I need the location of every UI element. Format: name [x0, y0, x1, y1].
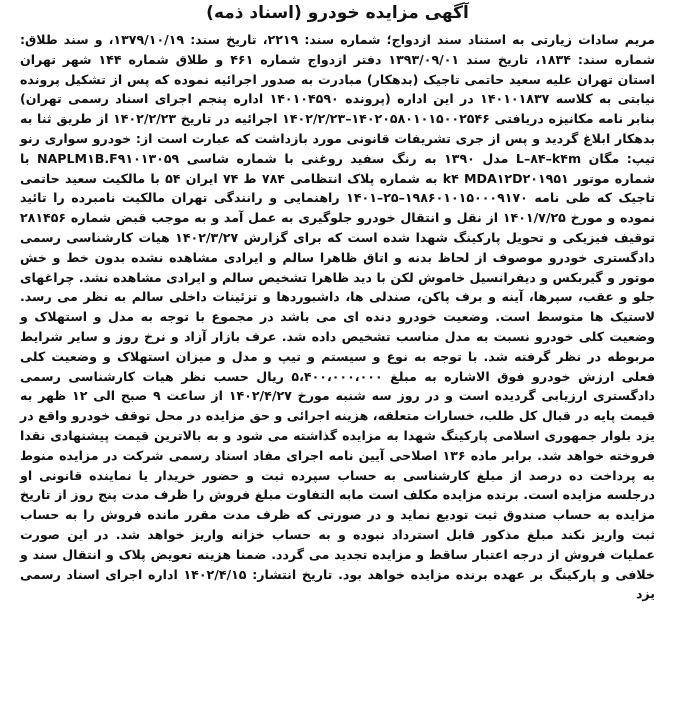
- notice-body: مریم سادات زیارتی به استناد سند ازدواج؛ شماره سند: ۲۲۱۹، تاریخ سند: ۱۳۷۹/۱۰/۱۹، و سند طلاق: شماره سند: ۱۸۳۴، تاریخ سند ۱۳۹۳/۰۹/۰۱ دفتر ازدواج شماره ۴۶۱ و طلاق شماره ۱۴۴ شهر تهران استان تهران علیه سعید حاتمی تاجیک (بدهکار) مبادرت به صدور اجرائیه نموده که پس از تشکیل پرونده نیابتی به کلاسه ۱۴۰۱۰۱۸۳۷ در این اداره (پرونده ۱۴۰۱۰۴۵۹۰ اداره پنجم اجرای اسناد رسمی تهران) بنابر نامه مکانیزه دریافتی ۱۴۰۲۰۵۸۰۱۰۱۵۰۰۲۵۴۶–۱۴۰۲/۲/۲۳ اجرائیه در تاریخ ۱۴۰۲/۲/۲۳ از طریق ثنا به بدهکار ابلاغ گردید و پس از جری تشریفات قانونی مورد بازداشت که عبارت است از: خودرو سواری رنو تیپ: مگان L–۸۴–k۴m مدل ۱۳۹۰ به رنگ سفید روغنی با شماره شاسی NAPLM۱B.F۹۱۰۱۳۰۵۹ با شماره موتور k۴ MDA۱۲D۲۰۱۹۵۱ به شماره پلاک انتظامی ۷۸۴ ط ۷۴ ایران ۵۴ با مالکیت سعید حاتمی تاجیک که طی نامه ۱۹۸۶۰۱۰۱۵۰۰۰۹۱۷۰–۲۵–۱۴۰۱ راهنمایی و رانندگی تهران مالکیت نامبرده را تائید نموده و مورخ ۱۴۰۱/۷/۲۵ از نقل و انتقال خودرو جلوگیری به عمل آمد و به موجب قبض شماره ۲۸۱۴۵۶ توقیف فیزیکی و تحویل پارکینگ شهدا شده است که برای گزارش ۱۴۰۲/۳/۲۷ هیات کارشناسی رسمی دادگستری خودرو موصوف از لحاظ بدنه و اتاق ظاهرا سالم و ایرادی مشاهده نشده بدون خط و خش موتور و گیربکس و دیفرانسیل خاموش لکن با دید ظاهرا تشخیص سالم و ایرادی مشاهده نشد. چراغهای جلو و عقب، سپرها، آینه و برف پاکن، صندلی ها، داشبوردها و تزئینات داخلی سالم به نظر می رسد. لاستیک ها متوسط است. وضعیت خودرو دنده ای می باشد در مجموع با توجه به مدل و استهلاک و وضعیت کلی خودرو نسبت به مدل مناسب تشخیص داده شد. عرف بازار آزاد و نرخ روز و سایر شرایط مربوطه در نظر گرفته شد. با توجه به نوع و سیستم و تیپ و مدل و میزان استهلاک و وضعیت کلی فعلی ارزش خودرو فوق الاشاره به مبلغ ۵،۴۰۰،۰۰۰،۰۰۰ ریال حسب نظر هیات کارشناسی رسمی دادگستری ارزیابی گردیده است و در روز سه شنبه مورخ ۱۴۰۲/۴/۲۷ از ساعت ۹ صبح الی ۱۲ ظهر به قیمت پایه در قبال کل طلب، خسارات متعلقه، هزینه اجرائی و حق مزایده در محل توقف خودرو واقع در یزد بلوار جمهوری اسلامی پارکینگ شهدا به مزایده گذاشته می شود و به بالاترین قیمت پیشنهادی نقدا فروخته خواهد شد. برابر ماده ۱۳۶ اصلاحی آیین نامه اجرای مفاد اسناد رسمی شرکت در مزایده منوط به پرداخت ده درصد از مبلغ کارشناسی به حساب سپرده ثبت و حضور خریدار یا نماینده قانونی او درجلسه مزایده است. برنده مزایده مکلف است مابه التفاوت مبلغ فروش را ظرف مدت پنج روز از تاریخ مزایده به حساب صندوق ثبت تودیع نماید و در صورتی که ظرف مدت مقرر مانده فروش را به حساب ثبت واریز نکند مبلغ مذکور قابل استرداد نبوده و به حساب خزانه واریز خواهد شد. در این صورت عملیات فروش از درجه اعتبار ساقط و مزایده تجدید می گردد. ضمنا هزینه تعویض پلاک و انتقال سند و خلافی و پارکینگ بر عهده برنده مزایده خواهد بود. تاریخ انتشار: ۱۴۰۲/۴/۱۵ اداره اجرای اسناد رسمی یزد: [20, 32, 656, 602]
- notice-title: آگهی مزایده خودرو (اسناد ذمه): [206, 3, 469, 23]
- auction-notice: [20, 2, 655, 604]
